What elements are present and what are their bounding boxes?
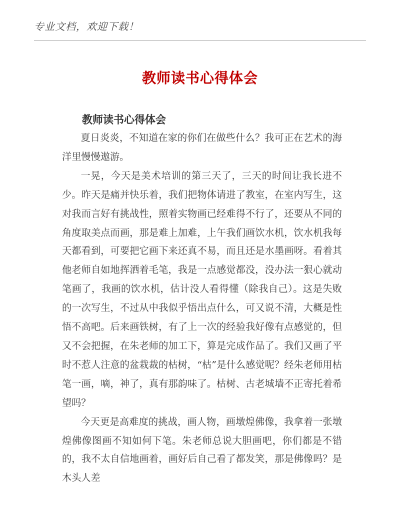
header-note: 专业文档，欢迎下载！	[34, 22, 139, 33]
document-body	[62, 130, 342, 489]
section-heading: 教师读书心得体会	[82, 114, 166, 126]
body-paragraph: 夏日炎炎，不知道在家的你们在做些什么？我可正在艺术的海洋里慢慢遨游。	[62, 133, 342, 163]
body-paragraph: 今天更是高难度的挑战，画人物，画墩煌佛像，我拿着一张墩煌佛像图画不知如何下笔。朱老师总说大胆画吧，你们都是不错的，我不太自信地画着，画好后自己看了都发笑，那是佛像吗？是木头人差	[62, 416, 342, 485]
header-divider	[34, 40, 366, 41]
document-title: 教师读书心得体会	[142, 71, 258, 87]
body-paragraph: 一晃，今天是美术培训的第三天了，三天的时间让我长进不少。昨天是痛并快乐着，我们把物体请进了教室，在室内写生，这对我而言好有挑战性，照着实物画已经难得不行了，还要从不同的角度取美点而画，那是难上加难，上午我们画饮水机，饮水机我每天都看到，可要把它画下来还真不易，而且还是水墨画呀。看着其他老师自如地挥洒着毛笔，我是一点感觉都没，没办法一狠心就动笔画了，我画的饮水机，估计没人看得懂（除我自己）。这是失败的一次写生，不过从中我似乎悟出点什么，可又说不清，大概是性悟不高吧。后来画铁树，有了上一次的经验我好像有点感觉的，但又不会把握，在朱老师的加工下，算是完成作品了。我们又画了平时不惹人注意的盆栽裁的枯树，“枯”是什么感觉呢？经朱老师用枯笔一画，嘀，神了，真有那韵味了。枯树、古老城墙不正寄托着希望吗？	[62, 170, 342, 409]
